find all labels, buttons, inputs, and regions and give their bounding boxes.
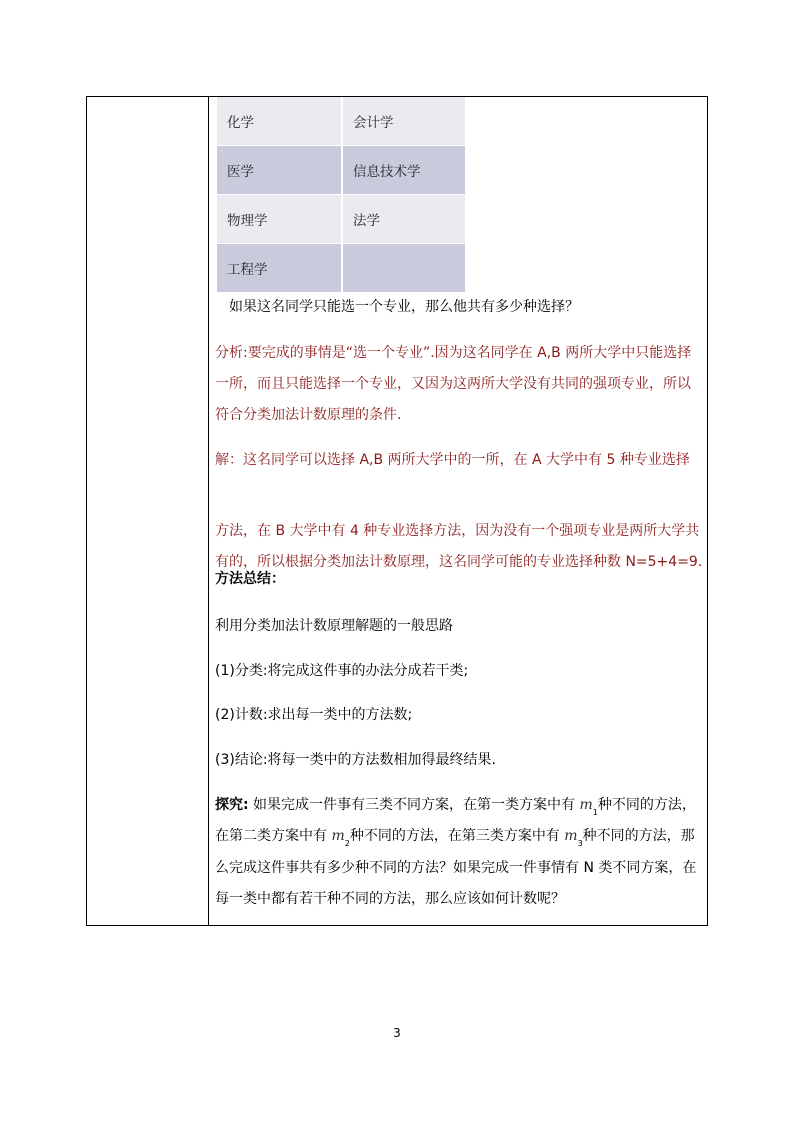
analysis-line: 一所，而且只能选择一个专业，又因为这两所大学没有共同的强项专业，所以 xyxy=(215,376,691,392)
explore-line: 探究: 如果完成一件事有三类不同方案，在第一类方案中有 $m_1$种不同的方法， xyxy=(215,797,696,817)
solution-line: 方法，在 B 大学中有 4 种专业选择方法，因为没有一个强项专业是两所大学共 xyxy=(215,523,700,539)
table-cell: 工程学 xyxy=(217,244,342,293)
analysis-line: 分析:要完成的事情是“选一个专业”.因为这名同学在 A,B 两所大学中只能选择 xyxy=(215,345,692,361)
table-row xyxy=(217,97,465,146)
m-symbol: m xyxy=(331,828,345,844)
method-title: 方法总结： xyxy=(215,571,285,587)
subjects-table xyxy=(217,97,465,293)
step-line: (2)计数:求出每一类中的方法数; xyxy=(215,707,413,723)
table-cell: 化学 xyxy=(217,97,342,146)
m-symbol: m xyxy=(579,797,593,813)
table-cell: 会计学 xyxy=(342,97,465,146)
table-cell xyxy=(342,244,465,293)
table-row xyxy=(217,146,465,195)
explore-line: 在第二类方案中有 $m_2$种不同的方法，在第三类方案中有 $m_3$种不同的方法，那 xyxy=(215,828,695,848)
table-row xyxy=(217,244,465,293)
method-intro: 利用分类加法计数原理解题的一般思路 xyxy=(215,618,453,634)
analysis-line: 符合分类加法计数原理的条件. xyxy=(215,407,402,423)
table-row xyxy=(217,195,465,244)
solution-line: 有的，所以根据分类加法计数原理，这名同学可能的专业选择种数 N=5+4=9. xyxy=(215,554,703,570)
solution-line: 解：这名同学可以选择 A,B 两所大学中的一所，在 A 大学中有 5 种专业选择 xyxy=(215,452,690,468)
explore-line: 么完成这件事共有多少种不同的方法？如果完成一件事情有 N 类不同方案，在 xyxy=(215,860,697,876)
table-cell: 法学 xyxy=(342,195,465,244)
step-line: (1)分类:将完成这件事的办法分成若干类; xyxy=(215,663,469,679)
explore-label: 探究: xyxy=(215,797,249,813)
page-number: 3 xyxy=(393,1026,401,1040)
table-cell: 信息技术学 xyxy=(342,146,465,195)
step-line: (3)结论:将每一类中的方法数相加得最终结果. xyxy=(215,752,496,768)
content-frame xyxy=(86,96,708,926)
table-cell: 医学 xyxy=(217,146,342,195)
table-cell: 物理学 xyxy=(217,195,342,244)
explore-line: 每一类中都有若干种不同的方法，那么应该如何计数呢？ xyxy=(215,891,565,907)
content-cell xyxy=(215,97,703,925)
question-text: 如果这名同学只能选一个专业，那么他共有多少种选择？ xyxy=(229,299,579,315)
column-divider xyxy=(208,97,209,925)
m-symbol: m xyxy=(564,828,578,844)
